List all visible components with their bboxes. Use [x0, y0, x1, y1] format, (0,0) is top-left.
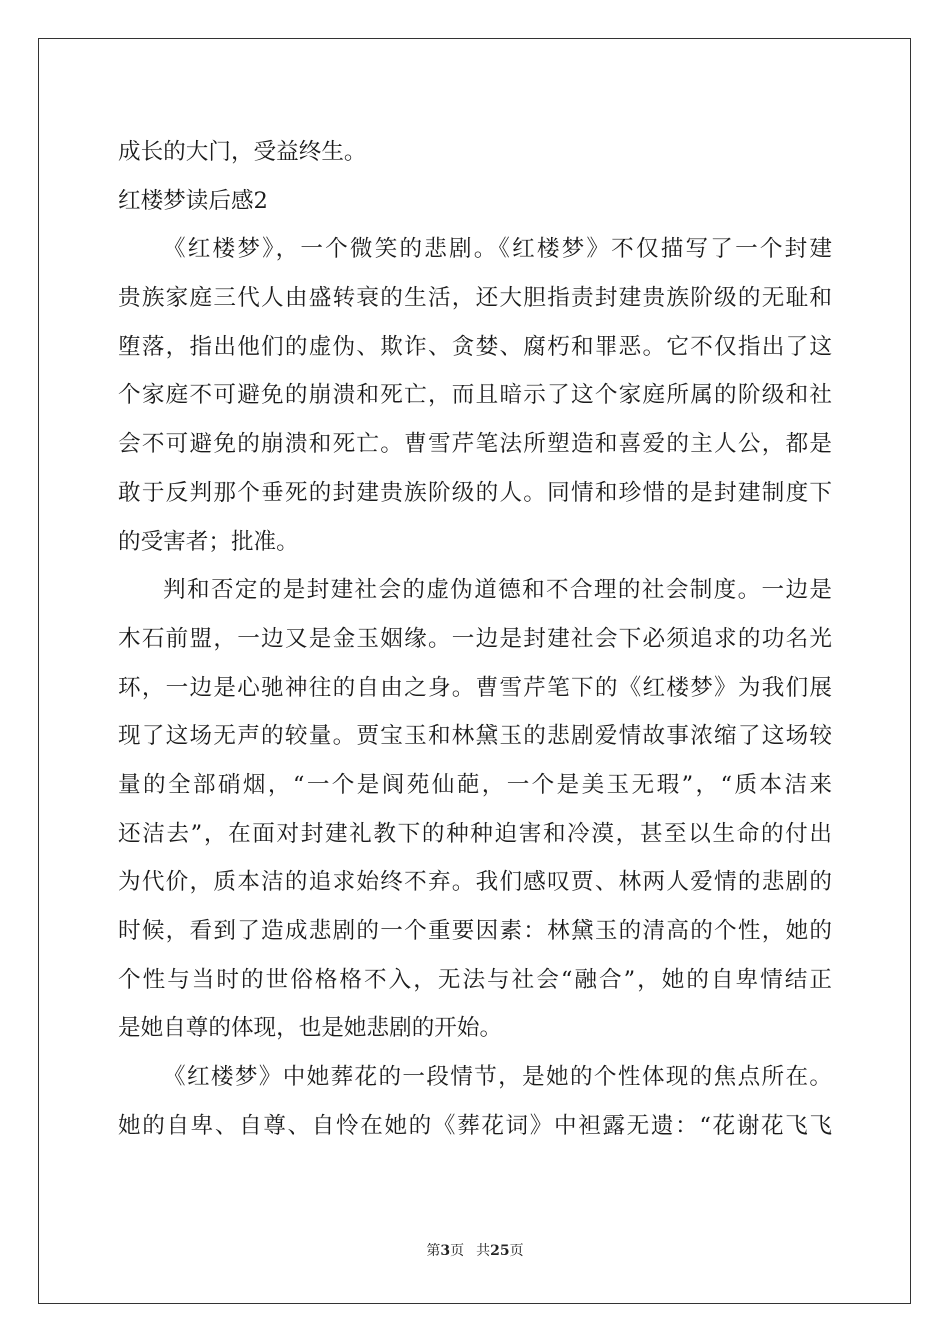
total-page-count: 25 — [490, 1243, 510, 1259]
text-line: 的受害者；批准。 — [118, 528, 299, 555]
text-line: 现了这场无声的较量。贾宝玉和林黛玉的悲剧爱情故事浓缩了这场较 — [118, 723, 832, 750]
text-line: 还洁去”，在面对封建礼教下的种种迫害和冷漠，甚至以生命的付出 — [118, 820, 832, 847]
text-line: 木石前盟，一边又是金玉姻缘。一边是封建社会下必须追求的功名光 — [118, 625, 832, 652]
text-line: 堕落，指出他们的虚伪、欺诈、贪婪、腐朽和罪恶。它不仅指出了这 — [118, 333, 832, 360]
text-line: 是她自尊的体现，也是她悲剧的开始。 — [118, 1015, 503, 1042]
page-prefix: 第 — [426, 1243, 441, 1259]
text-line: 敢于反判那个垂死的封建贵族阶级的人。同情和珍惜的是封建制度下 — [118, 479, 832, 506]
text-line: 她的自卑、自尊、自怜在她的《葬花词》中袒露无遗：“花谢花飞飞 — [118, 1112, 832, 1139]
current-page-number: 3 — [440, 1243, 451, 1259]
text-line: 《红楼梦》，一个微笑的悲剧。《红楼梦》不仅描写了一个封建 — [163, 236, 832, 263]
text-line: 《红楼梦》中她葬花的一段情节，是她的个性体现的焦点所在。 — [163, 1064, 832, 1091]
page-footer — [0, 1240, 950, 1260]
text-line: 时候，看到了造成悲剧的一个重要因素：林黛玉的清高的个性，她的 — [118, 918, 832, 944]
text-line: 个家庭不可避免的崩溃和死亡，而且暗示了这个家庭所属的阶级和社 — [118, 382, 832, 409]
total-prefix: 共 — [476, 1243, 491, 1259]
document-body — [118, 128, 832, 1150]
page-word: 页 — [450, 1243, 465, 1259]
total-suffix: 页 — [509, 1243, 524, 1259]
text-line: 个性与当时的世俗格格不入，无法与社会“融合”，她的自卑情结正 — [118, 966, 832, 993]
text-line: 会不可避免的崩溃和死亡。曹雪芹笔法所塑造和喜爱的主人公，都是 — [118, 431, 832, 458]
text-line: 贵族家庭三代人由盛转衰的生活，还大胆指责封建贵族阶级的无耻和 — [118, 285, 832, 312]
text-line: 量的全部硝烟，“一个是阆苑仙葩，一个是美玉无瑕”，“质本洁来 — [118, 771, 832, 798]
section-heading: 红楼梦读后感2 — [118, 187, 268, 214]
text-line: 成长的大门，受益终生。 — [118, 139, 367, 165]
text-line: 为代价，质本洁的追求始终不弃。我们感叹贾、林两人爱情的悲剧的 — [118, 869, 832, 896]
text-line: 环，一边是心驰神往的自由之身。曹雪芹笔下的《红楼梦》为我们展 — [118, 674, 832, 701]
text-line: 判和否定的是封建社会的虚伪道德和不合理的社会制度。一边是 — [163, 577, 832, 604]
